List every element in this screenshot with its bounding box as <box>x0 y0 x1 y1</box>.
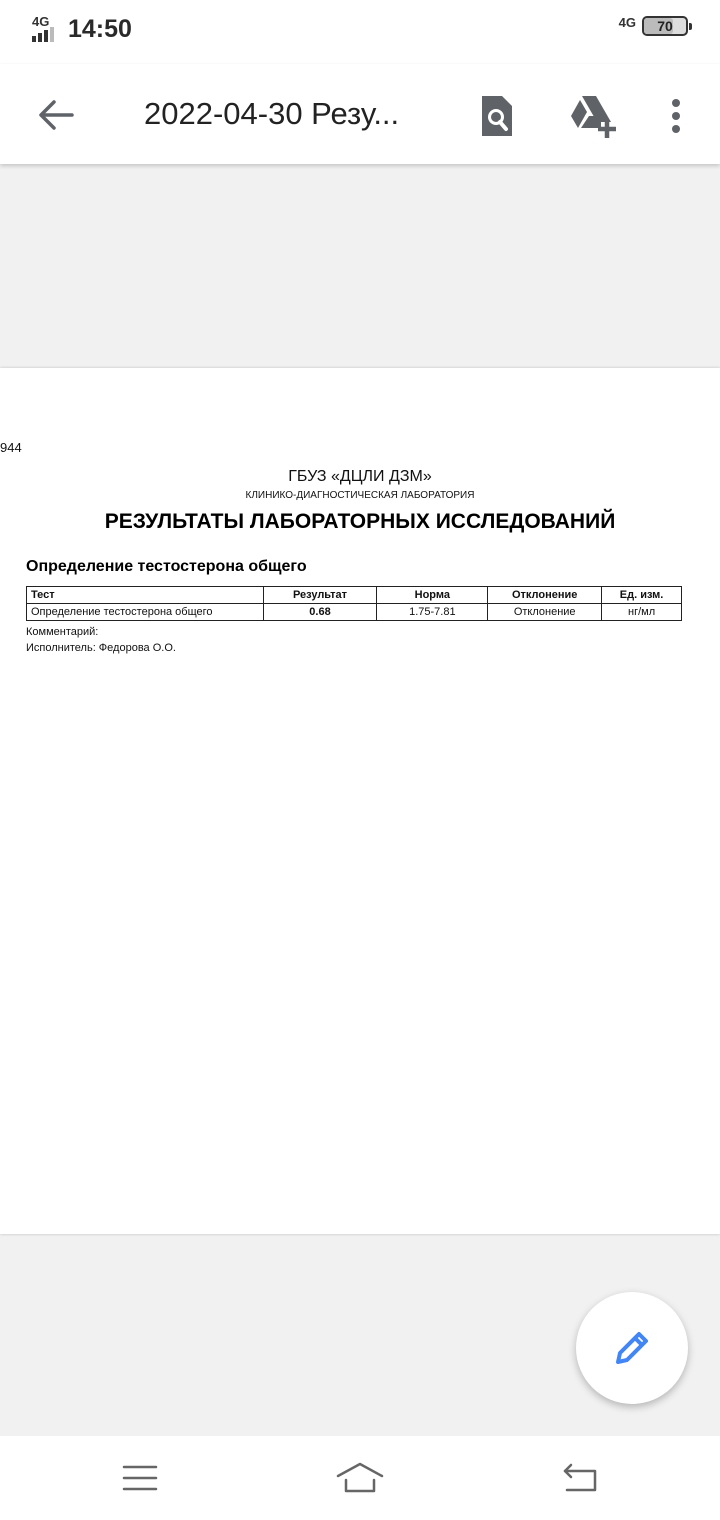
menu-button[interactable] <box>110 1454 170 1502</box>
cell-result: 0.68 <box>263 604 377 621</box>
find-in-page-button[interactable] <box>470 90 522 142</box>
header-test: Тест <box>27 587 264 604</box>
cell-deviation: Отклонение <box>488 604 602 621</box>
executor-label: Исполнитель: Федорова О.О. <box>26 642 176 654</box>
header-norm: Норма <box>377 587 488 604</box>
section-title: Определение тестостерона общего <box>26 558 307 575</box>
document-title: 2022-04-30 Резу... <box>144 96 400 131</box>
back-arrow-icon <box>38 99 74 131</box>
add-to-drive-button[interactable] <box>566 90 618 142</box>
header-deviation: Отклонение <box>488 587 602 604</box>
signal-icon <box>30 14 62 44</box>
document-viewer[interactable] <box>0 164 720 1436</box>
header-result: Результат <box>263 587 377 604</box>
organization-name: ГБУЗ «ДЦЛИ ДЗМ» <box>288 468 432 485</box>
status-left <box>30 14 132 44</box>
network-type-right: 4G <box>618 14 636 30</box>
cell-units: нг/мл <box>602 604 682 621</box>
edit-fab[interactable] <box>576 1292 688 1404</box>
back-icon <box>561 1463 599 1493</box>
comment-label: Комментарий: <box>26 626 99 638</box>
page-number: 944 <box>0 440 22 455</box>
results-table <box>26 586 682 621</box>
menu-icon <box>122 1464 158 1492</box>
home-icon <box>335 1461 385 1495</box>
network-type-left: 4G <box>32 14 50 29</box>
document-heading: РЕЗУЛЬТАТЫ ЛАБОРАТОРНЫХ ИССЛЕДОВАНИЙ <box>104 510 616 533</box>
battery-level: 70 <box>657 18 673 34</box>
edit-pencil-icon <box>612 1328 652 1368</box>
battery-icon <box>642 16 688 36</box>
back-button[interactable] <box>28 90 84 140</box>
cell-norm: 1.75-7.81 <box>377 604 488 621</box>
table-row <box>27 604 682 621</box>
system-back-button[interactable] <box>550 1454 610 1502</box>
more-options-button[interactable] <box>650 90 702 142</box>
document-page <box>0 368 720 1234</box>
home-button[interactable] <box>330 1454 390 1502</box>
more-vert-icon <box>670 98 682 134</box>
header-units: Ед. изм. <box>602 587 682 604</box>
organization-subtitle: КЛИНИКО-ДИАГНОСТИЧЕСКАЯ ЛАБОРАТОРИЯ <box>245 490 475 501</box>
status-bar <box>0 0 720 64</box>
table-header-row <box>27 587 682 604</box>
status-right <box>619 16 688 36</box>
app-bar <box>0 64 720 164</box>
status-time: 14:50 <box>68 14 132 43</box>
find-in-page-icon <box>478 94 514 138</box>
navigation-bar <box>0 1436 720 1520</box>
cell-test: Определение тестостерона общего <box>27 604 264 621</box>
add-to-drive-icon <box>567 94 617 138</box>
